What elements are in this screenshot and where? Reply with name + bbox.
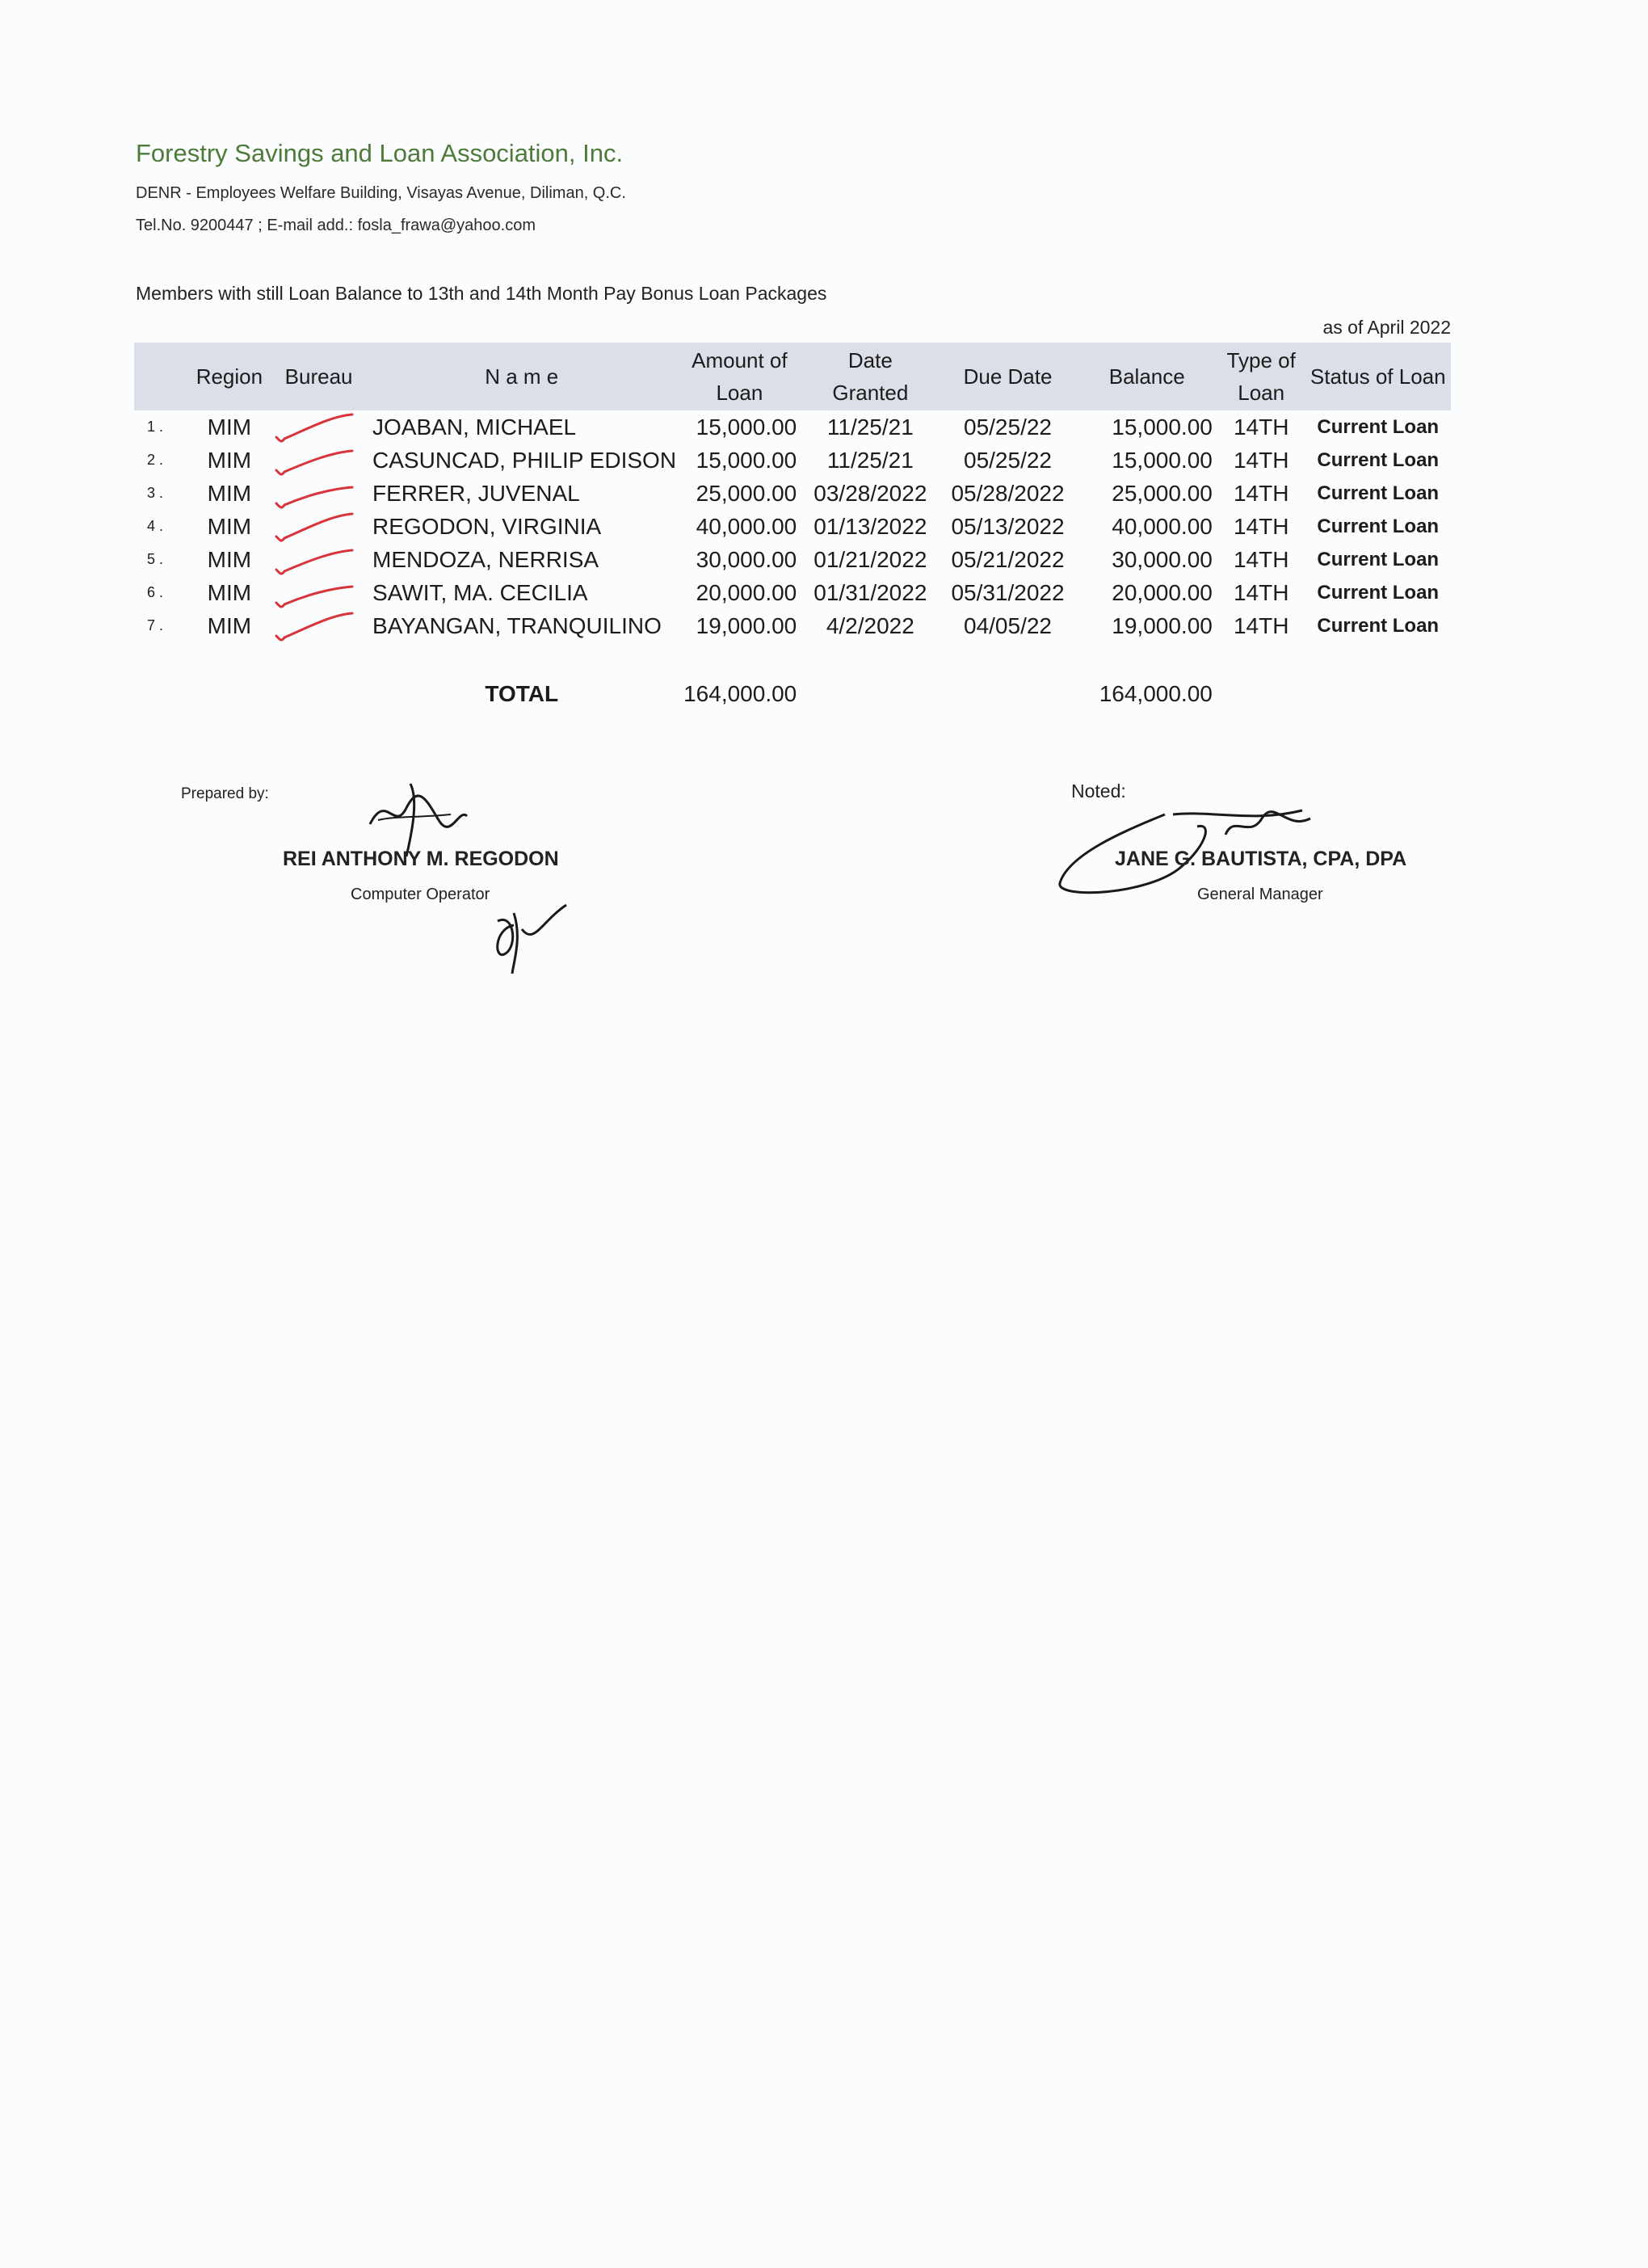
row-due-date: 05/21/2022 [951,546,1065,572]
header-status: Status of Loan [1305,343,1451,410]
row-due-date: 05/25/22 [964,447,1052,473]
row-due-date: 05/28/2022 [951,480,1065,506]
organization-address: DENR - Employees Welfare Building, Visayas Avenue, Diliman, Q.C. [136,184,626,202]
noted-name: JANE G. BAUTISTA, CPA, DPA [1115,848,1407,870]
row-date-granted: 01/21/2022 [813,546,927,572]
row-name: FERRER, JUVENAL [372,480,580,506]
row-type: 14TH [1233,579,1289,605]
row-name: MENDOZA, NERRISA [372,546,599,572]
row-bureau [271,510,366,543]
row-type: 14TH [1233,612,1289,638]
noted-title: General Manager [1197,886,1323,903]
row-bureau [271,543,366,576]
row-number: 3 . [147,485,164,501]
table-footer [134,642,1451,707]
table-row [134,510,1451,543]
row-name: BAYANGAN, TRANQUILINO [372,612,662,638]
table-row [134,477,1451,510]
row-region: MIM [207,579,252,605]
check-mark-icon [275,479,355,510]
row-region: MIM [207,546,252,572]
row-balance: 15,000.00 [1112,414,1213,440]
row-amount: 15,000.00 [696,447,797,473]
row-type: 14TH [1233,414,1289,440]
table-row [134,576,1451,609]
header-amount [677,343,801,410]
header-name: N a m e [366,343,677,410]
report-date: as of April 2022 [1322,317,1451,338]
row-region: MIM [207,447,252,473]
row-bureau [271,477,366,510]
row-type: 14TH [1233,546,1289,572]
noted-label: Noted: [1071,781,1126,802]
row-bureau [271,576,366,609]
row-number: 4 . [147,518,164,534]
loan-balance-table [134,343,1451,707]
header-date-line1: Date [847,348,893,372]
prepared-by-name: REI ANTHONY M. REGODON [283,848,559,870]
check-mark-icon [275,446,355,477]
row-amount: 20,000.00 [696,579,797,605]
row-balance: 19,000.00 [1112,612,1213,638]
row-due-date: 05/25/22 [964,414,1052,440]
table-row [134,444,1451,477]
row-status: Current Loan [1317,515,1440,537]
header-amount-line2: Loan [716,381,763,405]
row-region: MIM [207,513,252,539]
row-status: Current Loan [1317,415,1440,438]
row-date-granted: 01/31/2022 [813,579,927,605]
header-date-granted [801,343,939,410]
header-region: Region [187,343,272,410]
row-amount: 25,000.00 [696,480,797,506]
header-bureau: Bureau [271,343,366,410]
report-title: Members with still Loan Balance to 13th and 14th Month Pay Bonus Loan Packages [136,283,827,304]
header-due-date: Due Date [939,343,1076,410]
row-amount: 30,000.00 [696,546,797,572]
row-status: Current Loan [1317,548,1440,570]
row-status: Current Loan [1317,614,1440,637]
row-number: 6 . [147,584,164,600]
row-amount: 15,000.00 [696,414,797,440]
row-status: Current Loan [1317,482,1440,504]
row-region: MIM [207,612,252,638]
total-amount: 164,000.00 [683,681,797,706]
row-amount: 19,000.00 [696,612,797,638]
row-name: SAWIT, MA. CECILIA [372,579,588,605]
header-balance: Balance [1077,343,1217,410]
row-status: Current Loan [1317,581,1440,604]
organization-contact: Tel.No. 9200447 ; E-mail add.: fosla_frawa@yahoo.com [136,217,536,234]
organization-name: Forestry Savings and Loan Association, Inc. [136,139,624,167]
row-due-date: 04/05/22 [964,612,1052,638]
total-balance: 164,000.00 [1099,681,1213,706]
row-status: Current Loan [1317,448,1440,471]
table-row [134,543,1451,576]
total-row [134,642,1451,707]
header-number [134,343,187,410]
check-mark-icon [275,579,355,609]
row-date-granted: 11/25/21 [826,414,914,440]
row-balance: 30,000.00 [1112,546,1213,572]
row-bureau [271,609,366,642]
row-type: 14TH [1233,480,1289,506]
row-balance: 20,000.00 [1112,579,1213,605]
row-date-granted: 01/13/2022 [813,513,927,539]
check-mark-icon [275,512,355,543]
check-mark-icon [275,545,355,576]
row-name: CASUNCAD, PHILIP EDISON [372,447,677,473]
row-region: MIM [207,414,252,440]
row-region: MIM [207,480,252,506]
row-due-date: 05/31/2022 [951,579,1065,605]
header-type-line1: Type of [1226,348,1296,372]
row-amount: 40,000.00 [696,513,797,539]
initials-signature-icon [490,897,570,978]
row-date-granted: 11/25/21 [826,447,914,473]
header-type [1217,343,1305,410]
header-type-line2: Loan [1238,381,1285,405]
row-number: 5 . [147,551,164,567]
header-amount-line1: Amount of [692,348,788,372]
row-type: 14TH [1233,513,1289,539]
table-row [134,609,1451,642]
row-name: REGODON, VIRGINIA [372,513,602,539]
table-body [134,410,1451,642]
row-date-granted: 4/2/2022 [826,612,914,638]
check-mark-icon [275,413,355,444]
row-balance: 40,000.00 [1112,513,1213,539]
row-balance: 15,000.00 [1112,447,1213,473]
table-row [134,410,1451,444]
row-balance: 25,000.00 [1112,480,1213,506]
row-number: 7 . [147,617,164,633]
header-date-line2: Granted [832,381,909,405]
row-bureau [271,444,366,477]
prepared-by-label: Prepared by: [181,785,269,802]
row-type: 14TH [1233,447,1289,473]
row-bureau [271,410,366,444]
row-due-date: 05/13/2022 [951,513,1065,539]
prepared-by-title: Computer Operator [351,886,490,903]
row-date-granted: 03/28/2022 [813,480,927,506]
row-number: 2 . [147,452,164,468]
check-mark-icon [275,612,355,642]
total-label: TOTAL [485,681,559,706]
table-header [134,343,1451,410]
row-name: JOABAN, MICHAEL [372,414,577,440]
row-number: 1 . [147,419,164,435]
